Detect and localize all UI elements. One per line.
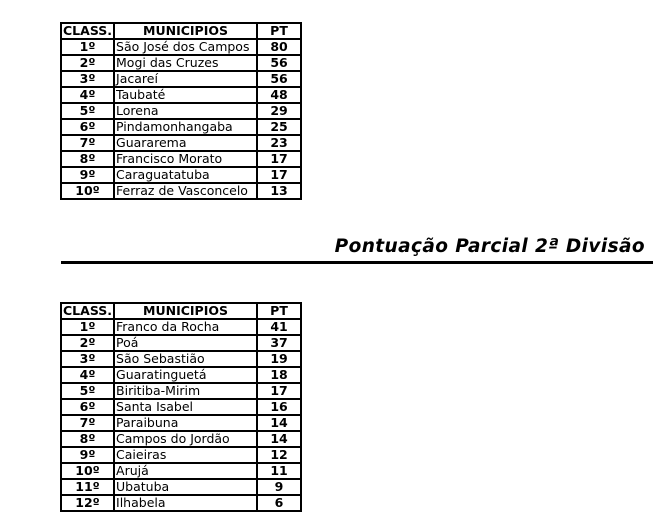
points-cell: 23 (257, 135, 301, 151)
rank-cell: 11º (61, 479, 114, 495)
municipio-cell: Lorena (114, 103, 257, 119)
table-header-row (61, 303, 301, 319)
rank-cell: 4º (61, 87, 114, 103)
points-cell: 19 (257, 351, 301, 367)
ranking-table-2a-divisao (60, 302, 302, 512)
municipio-cell: Guaratinguetá (114, 367, 257, 383)
municipio-cell: Ubatuba (114, 479, 257, 495)
points-cell: 17 (257, 383, 301, 399)
rank-cell: 9º (61, 167, 114, 183)
table-row (61, 55, 301, 71)
table-row (61, 367, 301, 383)
rank-cell: 8º (61, 431, 114, 447)
municipio-cell: São Sebastião (114, 351, 257, 367)
points-cell: 48 (257, 87, 301, 103)
points-cell: 13 (257, 183, 301, 199)
table-row (61, 351, 301, 367)
municipio-cell: Franco da Rocha (114, 319, 257, 335)
rank-cell: 10º (61, 463, 114, 479)
municipio-cell: Ilhabela (114, 495, 257, 511)
table-row (61, 183, 301, 199)
rank-cell: 2º (61, 55, 114, 71)
municipio-cell: Poá (114, 335, 257, 351)
points-cell: 17 (257, 151, 301, 167)
table-row (61, 447, 301, 463)
table-header-row (61, 23, 301, 39)
header-municipio: MUNICIPIOS (114, 303, 257, 319)
points-cell: 14 (257, 415, 301, 431)
header-pt: PT (257, 23, 301, 39)
rank-cell: 1º (61, 39, 114, 55)
ranking-table-1a-divisao (60, 22, 302, 200)
table-row (61, 479, 301, 495)
table-row (61, 135, 301, 151)
points-cell: 14 (257, 431, 301, 447)
municipio-cell: Francisco Morato (114, 151, 257, 167)
table-row (61, 495, 301, 511)
table-row (61, 71, 301, 87)
municipio-cell: Campos do Jordão (114, 431, 257, 447)
points-cell: 9 (257, 479, 301, 495)
rank-cell: 6º (61, 119, 114, 135)
points-cell: 29 (257, 103, 301, 119)
table-row (61, 431, 301, 447)
table-row (61, 151, 301, 167)
municipio-cell: Ferraz de Vasconcelo (114, 183, 257, 199)
rank-cell: 4º (61, 367, 114, 383)
municipio-cell: Caraguatatuba (114, 167, 257, 183)
points-cell: 25 (257, 119, 301, 135)
rank-cell: 3º (61, 351, 114, 367)
table-row (61, 383, 301, 399)
table-row (61, 167, 301, 183)
rank-cell: 2º (61, 335, 114, 351)
rank-cell: 1º (61, 319, 114, 335)
municipio-cell: Biritiba-Mirim (114, 383, 257, 399)
points-cell: 37 (257, 335, 301, 351)
table-row (61, 119, 301, 135)
rank-cell: 7º (61, 415, 114, 431)
municipio-cell: Guararema (114, 135, 257, 151)
header-class: CLASS. (63, 23, 113, 38)
municipio-cell: Santa Isabel (114, 399, 257, 415)
table-row (61, 399, 301, 415)
points-cell: 56 (257, 55, 301, 71)
municipio-cell: Jacareí (114, 71, 257, 87)
municipio-cell: Pindamonhangaba (114, 119, 257, 135)
rank-cell: 10º (61, 183, 114, 199)
municipio-cell: São José dos Campos (114, 39, 257, 55)
header-class: CLASS. (63, 303, 113, 318)
header-pt: PT (257, 303, 301, 319)
table-row (61, 103, 301, 119)
rank-cell: 8º (61, 151, 114, 167)
points-cell: 16 (257, 399, 301, 415)
table-row (61, 335, 301, 351)
rank-cell: 7º (61, 135, 114, 151)
points-cell: 18 (257, 367, 301, 383)
rank-cell: 5º (61, 103, 114, 119)
table-body (61, 39, 301, 199)
points-cell: 12 (257, 447, 301, 463)
municipio-cell: Paraibuna (114, 415, 257, 431)
municipio-cell: Caieiras (114, 447, 257, 463)
header-municipio: MUNICIPIOS (114, 23, 257, 39)
points-cell: 6 (257, 495, 301, 511)
section-divider (61, 261, 653, 264)
rank-cell: 9º (61, 447, 114, 463)
municipio-cell: Taubaté (114, 87, 257, 103)
table-row (61, 415, 301, 431)
table-row (61, 463, 301, 479)
rank-cell: 5º (61, 383, 114, 399)
table-row (61, 39, 301, 55)
municipio-cell: Arujá (114, 463, 257, 479)
rank-cell: 12º (61, 495, 114, 511)
table-row (61, 319, 301, 335)
points-cell: 17 (257, 167, 301, 183)
section-title-2a-divisao: Pontuação Parcial 2ª Divisão (334, 236, 645, 257)
points-cell: 80 (257, 39, 301, 55)
municipio-cell: Mogi das Cruzes (114, 55, 257, 71)
points-cell: 11 (257, 463, 301, 479)
table-body (61, 319, 301, 511)
points-cell: 56 (257, 71, 301, 87)
points-cell: 41 (257, 319, 301, 335)
rank-cell: 3º (61, 71, 114, 87)
rank-cell: 6º (61, 399, 114, 415)
table-row (61, 87, 301, 103)
